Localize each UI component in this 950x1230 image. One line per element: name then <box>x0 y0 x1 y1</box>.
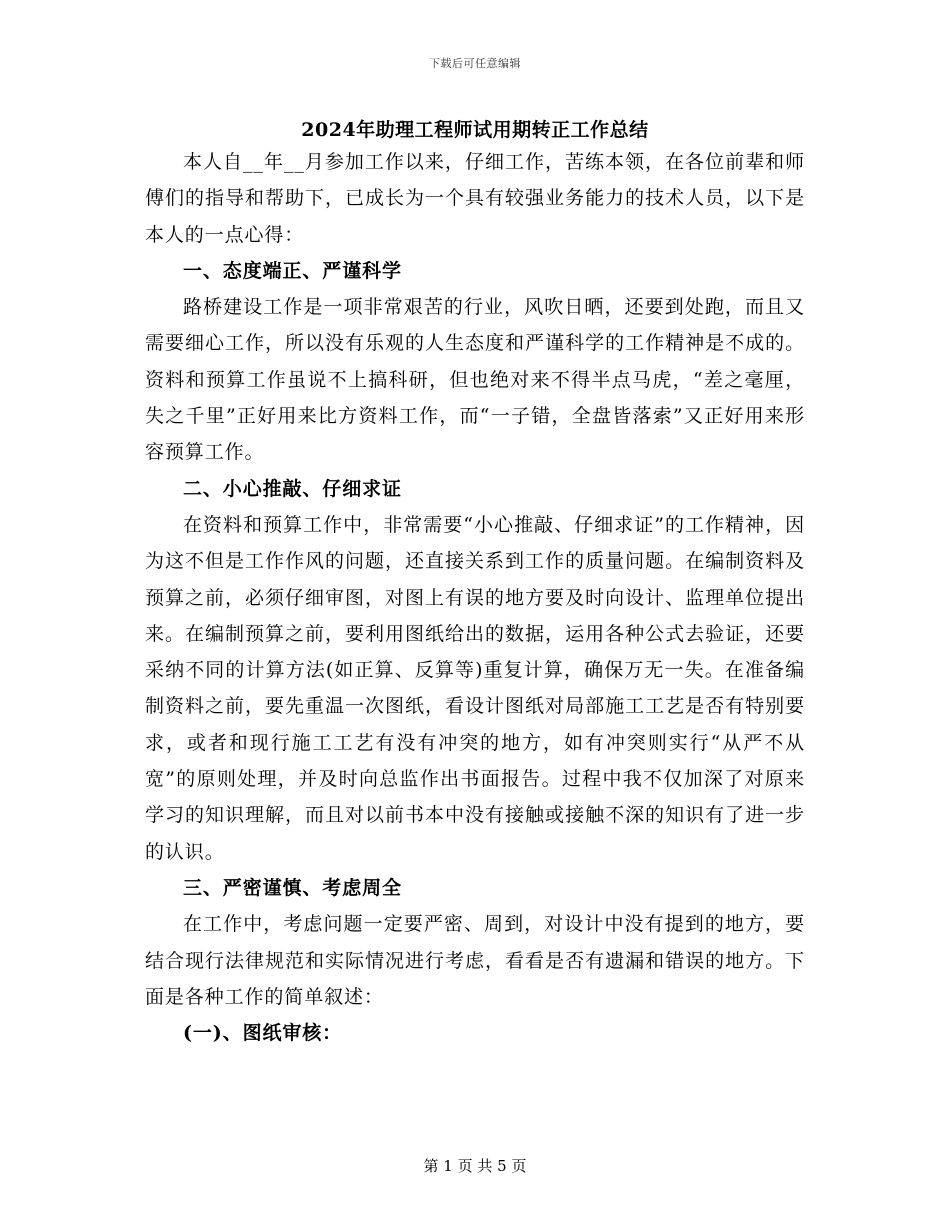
section-heading-3: 三、严密谨慎、考虑周全 <box>183 876 402 899</box>
section-heading-1: 一、态度端正、严谨科学 <box>183 259 402 282</box>
page-title: 2024年助理工程师试用期转正工作总结 <box>301 119 649 141</box>
intro-paragraph: 本人自__年__月参加工作以来，仔细工作，苦练本领，在各位前辈和师傅们的指导和帮助下，已成长为一个具有较强业务能力的技术人员，以下是本人的一点心得： <box>145 151 805 246</box>
section-heading-2: 二、小心推敲、仔细求证 <box>183 477 402 500</box>
section-paragraph-1: 路桥建设工作是一项非常艰苦的行业，风吹日晒，还要到处跑，而且又需要细心工作，所以没有乐观的人生态度和严谨科学的工作精神是不成的。资料和预算工作虽说不上搞科研，但也绝对来不得半点马虎，“差之毫厘，失之千里”正好用来比方资料工作，而“一子错，全盘皆落索”又正好用来形容预算工作。 <box>145 296 805 464</box>
header-note: 下载后可任意编辑 <box>429 57 521 70</box>
document-body <box>145 144 805 1051</box>
section-paragraph-3: 在工作中，考虑问题一定要严密、周到，对设计中没有提到的地方，要结合现行法律规范和实际情况进行考虑，看看是否有遗漏和错误的地方。下面是各种工作的简单叙述： <box>145 913 805 1008</box>
subsection-heading-1: (一)、图纸审核： <box>183 1022 343 1045</box>
page-number: 第 1 页 共 5 页 <box>423 1157 527 1175</box>
section-paragraph-2: 在资料和预算工作中，非常需要“小心推敲、仔细求证”的工作精神，因为这不但是工作作风的问题，还直接关系到工作的质量问题。在编制资料及预算之前，必须仔细审图，对图上有误的地方要及时向设计、监理单位提出来。在编制预算之前，要利用图纸给出的数据，运用各种公式去验证，还要采纳不同的计算方法(如正算、反算等)重复计算，确保万无一失。在准备编制资料之前，要先重温一次图纸，看设计图纸对局部施工工艺是否有特别要求，或者和现行施工工艺有没有冲突的地方，如有冲突则实行“从严不从宽”的原则处理，并及时向总监作出书面报告。过程中我不仅加深了对原来学习的知识理解，而且对以前书本中没有接触或接触不深的知识有了进一步的认识。 <box>145 513 805 863</box>
